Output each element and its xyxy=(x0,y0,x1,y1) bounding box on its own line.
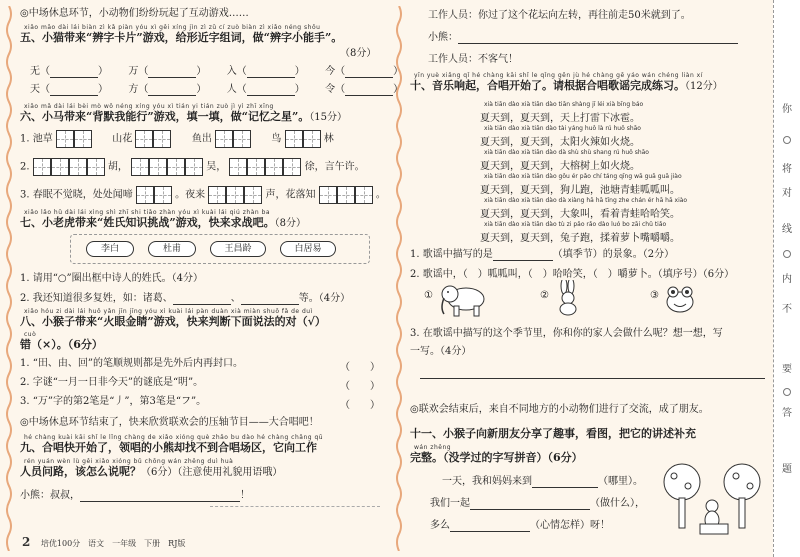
q8-heading-2 xyxy=(20,339,103,352)
footer xyxy=(22,535,185,549)
q11-text: （哪里）。 xyxy=(598,476,643,487)
elephant-picture xyxy=(436,282,490,318)
intro-text-3: ◎联欢会结束后，来自不同地方的小动物们进行了交流，成了朋友。 xyxy=(410,404,709,415)
poem-line: 夏天到，夏天到，大榕树上如火烧。 xyxy=(480,161,640,172)
q9-title-2: 人员问路，该怎么说呢？ xyxy=(20,465,141,478)
q10-item1-text: 1. 歌谣中描写的是 xyxy=(410,249,493,260)
side-char: 你 xyxy=(782,104,792,115)
q5-char: 万（ xyxy=(128,66,149,77)
tian-box[interactable] xyxy=(265,158,283,176)
q7-item2-text: 等。（4分） xyxy=(298,293,351,304)
q5-answer-blank[interactable] xyxy=(247,86,295,96)
tian-box[interactable] xyxy=(319,186,337,204)
wavy-border-left xyxy=(4,6,14,551)
binding-hole xyxy=(783,250,791,258)
q6-text: 林 xyxy=(323,133,334,145)
poem-line: 夏天到，夏天到，狗儿跑，池塘青蛙呱呱叫。 xyxy=(480,185,680,196)
q11-line-1 xyxy=(442,476,643,488)
q11-title: 十一、小猴子向新朋友分享了趣事，看图，把它的讲述补充 xyxy=(410,427,696,440)
tian-box[interactable] xyxy=(87,158,105,176)
label-1: ① xyxy=(424,290,433,301)
q5-char: 人（ xyxy=(226,84,247,95)
bear-speech-end: ！ xyxy=(240,490,250,501)
q6-row-2 xyxy=(20,158,365,176)
binding-hole xyxy=(783,136,791,144)
side-char: 要 xyxy=(782,364,792,375)
q11-text: 多么 xyxy=(430,520,450,531)
q6-text: 。 xyxy=(375,189,386,201)
q11-heading xyxy=(410,428,696,441)
q5-char: ） xyxy=(294,66,305,77)
q9-note: （注意使用礼貌用语哦） xyxy=(177,467,283,478)
q5-char: ） xyxy=(98,66,108,77)
poem-pinyin: xià tiān dào xià tiān dào dà xiàng hā hā tīng zhe chán ér hā hā xiào xyxy=(484,197,688,204)
tian-box[interactable] xyxy=(244,186,262,204)
tian-box[interactable] xyxy=(135,130,153,148)
q11-text: （心情怎样）呀！ xyxy=(530,520,610,531)
tian-box[interactable] xyxy=(153,130,171,148)
tian-box[interactable] xyxy=(33,158,51,176)
left-column xyxy=(20,6,404,551)
q5-pinyin: xiǎo māo dài lái biàn zì kǎ piàn yóu xì gěi xíng jìn zì zǔ cí zuò biàn zì xiǎo néng shǒu xyxy=(24,24,321,31)
footer-text: 培优100分 语文 一年级 下册 RJ版 xyxy=(40,539,186,548)
bear-speech: 小熊：叔叔， xyxy=(20,490,80,501)
tian-box[interactable] xyxy=(337,186,355,204)
side-char: 题 xyxy=(782,464,792,475)
side-char: 内 xyxy=(782,274,792,285)
q11-blank[interactable] xyxy=(532,478,598,488)
q8-pinyin-2: cuò xyxy=(24,331,37,338)
q6-text: 徐，言午许。 xyxy=(304,161,365,173)
q6-text: 山花 xyxy=(112,133,133,145)
right-column xyxy=(410,6,770,551)
q6-text: 2. xyxy=(20,161,30,173)
q11-title-2: 完整。（没学过的字写拼音）（6分） xyxy=(410,451,583,464)
side-char: 不 xyxy=(782,304,792,315)
side-char: 将 xyxy=(782,164,792,175)
season-blank[interactable] xyxy=(493,251,553,261)
poet-pill[interactable]: 王昌龄 xyxy=(210,241,266,257)
side-char: 答 xyxy=(782,408,792,419)
q10-item-2: 2. 歌谣中，（ ）呱呱叫，（ ）哈哈笑，（ ）嚼萝卜。（填序号）（6分） xyxy=(410,269,735,280)
q9-heading-2 xyxy=(20,466,282,479)
q8-item-1: 1. “田、由、回”的笔顺规则都是先外后内再封口。 xyxy=(20,358,243,369)
tian-box[interactable] xyxy=(136,186,154,204)
q5-char: ） xyxy=(393,66,404,77)
writing-line xyxy=(210,506,380,507)
side-char: 线 xyxy=(782,224,792,235)
q6-score: （15分） xyxy=(309,112,348,123)
q7-blank[interactable] xyxy=(241,295,299,305)
rabbit-picture xyxy=(554,280,582,316)
tian-box[interactable] xyxy=(229,158,247,176)
q5-row-1 xyxy=(30,66,403,78)
tian-box[interactable] xyxy=(154,186,172,204)
q5-score: （8分） xyxy=(340,48,377,59)
q8-title: 八、小猴子带来“火眼金睛”游戏，快来判断下面说法的对（√） xyxy=(20,315,326,328)
q6-text: 胡， xyxy=(107,161,128,173)
q6-text: 1. 池草 xyxy=(20,133,53,145)
q5-answer-blank[interactable] xyxy=(345,68,393,78)
q11-heading-2 xyxy=(410,452,583,465)
q8-title-2: 错（×）。（6分） xyxy=(20,338,103,351)
q9-score: （6分） xyxy=(141,467,178,478)
q10-title: 十、音乐响起，合唱开始了。请根据合唱歌谣完成练习。 xyxy=(410,79,685,92)
q8-item-2: 2. 字谜“一月一日非今天”的谜底是“明”。 xyxy=(20,377,204,388)
q9-title: 九、合唱快开始了，领唱的小熊却找不到合唱场区，它向工作 xyxy=(20,441,317,454)
q6-heading xyxy=(20,111,347,124)
q7-item-2 xyxy=(20,293,350,305)
q11-blank[interactable] xyxy=(470,500,590,510)
q6-title: 六、小马带来“背默我能行”游戏，填一填，做“记忆之星”。 xyxy=(20,110,310,123)
intro-text-1: ◎中场休息环节，小动物们纷纷玩起了互动游戏…… xyxy=(20,8,249,19)
tian-box[interactable] xyxy=(185,158,203,176)
q5-answer-blank[interactable] xyxy=(50,86,98,96)
q5-char: 天（ xyxy=(30,84,50,95)
q6-text: 吴， xyxy=(206,161,227,173)
q10-score: （12分） xyxy=(685,81,723,92)
q7-blank[interactable] xyxy=(173,295,231,305)
poem-line: 夏天到，夏天到，大象叫，看着青蛙哈哈笑。 xyxy=(480,209,680,220)
tian-box[interactable] xyxy=(247,158,265,176)
poem-line: 夏天到，夏天到，兔子跑，揉着萝卜嘴嚼嚼。 xyxy=(480,233,680,244)
q7-title: 七、小老虎带来“姓氏知识挑战”游戏，快来求战吧。 xyxy=(20,216,275,229)
q11-line-2 xyxy=(430,498,645,510)
q6-pinyin: xiǎo mǎ dài lái bèi mò wǒ néng xíng yóu xì tián yi tián zuò jì yì zhī xīng xyxy=(24,103,274,110)
q11-text: 一天，我和妈妈来到 xyxy=(442,476,532,487)
binding-hole xyxy=(783,388,791,396)
q5-row-2 xyxy=(30,84,403,96)
q5-char: 无（ xyxy=(30,66,50,77)
dialog-staff-1: 工作人员：你过了这个花坛向左转，再往前走50米就到了。 xyxy=(428,10,691,21)
bear-answer-blank[interactable] xyxy=(80,492,240,502)
q7-item2-text: 、 xyxy=(230,293,241,304)
q11-pinyin: wán zhěng xyxy=(414,444,452,451)
poem-pinyin: xià tiān dào xià tiān dào dà shù shù shang rú huǒ shāo xyxy=(484,149,649,156)
q7-score: （8分） xyxy=(274,218,307,229)
q7-heading xyxy=(20,217,306,230)
q5-char: ） xyxy=(294,84,305,95)
judge-bracket[interactable]: （ ） xyxy=(340,362,380,373)
q6-row-3 xyxy=(20,186,386,204)
q10-item-1 xyxy=(410,249,674,261)
q7-item-1: 1. 请用“○”圈出框中诗人的姓氏。（4分） xyxy=(20,273,204,284)
q5-char: ） xyxy=(98,84,108,95)
q7-pinyin: xiǎo lǎo hǔ dài lái xìng shì zhī shi tiǎo zhàn yóu xì kuài lái qiú zhàn ba xyxy=(24,209,271,216)
q6-text: 3. 春眠不觉晓，处处闻啼 xyxy=(20,189,133,201)
q8-item-3: 3. “万”字的第2笔是“丿”，第3笔是“フ”。 xyxy=(20,396,207,407)
poem-pinyin: xià tiān dào xià tiān dào tiān shàng jī léi xià bīng báo xyxy=(484,101,644,108)
tian-box[interactable] xyxy=(131,158,149,176)
q10-item1-text: （填季节）的景象。（2分） xyxy=(552,249,675,260)
tian-box[interactable] xyxy=(167,158,185,176)
q5-char: ） xyxy=(196,84,207,95)
q11-blank[interactable] xyxy=(450,522,530,532)
q8-pinyin: xiǎo hóu zi dài lái huǒ yǎn jīn jīng yóu xì kuài lái pàn duàn xià miàn shuō fǎ de duì xyxy=(24,308,313,315)
poet-pill[interactable]: 白居易 xyxy=(280,241,336,257)
q5-char: ） xyxy=(196,66,207,77)
tian-box[interactable] xyxy=(215,130,233,148)
q9-heading xyxy=(20,442,317,455)
q10-item-3b: 一写。（4分） xyxy=(410,346,472,357)
intro-text-2: ◎中场休息环节结束了，快来欣赏联欢会的压轴节目——大合唱吧！ xyxy=(20,417,319,428)
q6-text: 鸟 xyxy=(271,133,282,145)
q8-heading xyxy=(20,316,326,329)
q5-char: ） xyxy=(393,84,404,95)
q10-item-3: 3. 在歌谣中描写的这个季节里，你和你的家人会做什么呢？想一想，写 xyxy=(410,328,723,339)
dialog-bear-2 xyxy=(428,32,738,44)
label-2: ② xyxy=(540,290,549,301)
bear-answer-blank[interactable] xyxy=(458,34,738,44)
q11-line-3 xyxy=(430,520,610,532)
poem-line: 夏天到，夏天到，天上打雷下冰雹。 xyxy=(480,113,640,124)
q5-answer-blank[interactable] xyxy=(148,68,196,78)
q6-text: 。夜来 xyxy=(175,189,206,201)
tian-box[interactable] xyxy=(56,130,74,148)
q10-heading xyxy=(410,80,723,93)
tian-box[interactable] xyxy=(233,130,251,148)
poem-pinyin: xià tiān dào xià tiān dào gǒu ér pǎo chí táng qīng wā guā guā jiào xyxy=(484,173,682,180)
q5-answer-blank[interactable] xyxy=(50,68,98,78)
orchard-picture xyxy=(660,458,768,538)
binding-strip xyxy=(773,0,800,557)
q5-char: 方（ xyxy=(128,84,149,95)
q5-char: 今（ xyxy=(325,66,346,77)
q5-char: 入（ xyxy=(226,66,247,77)
poet-pill[interactable]: 杜甫 xyxy=(148,241,196,257)
writing-line[interactable] xyxy=(420,378,765,379)
frog-picture xyxy=(664,284,696,314)
tian-box[interactable] xyxy=(149,158,167,176)
q9-pinyin: hé chàng kuài kāi shǐ le lǐng chàng de xiǎo xióng què zhǎo bu dào hé chàng chǎng qū xyxy=(24,434,324,441)
q7-item2-text: 2. 我还知道很多复姓，如：诸葛、 xyxy=(20,293,173,304)
poem-pinyin: xià tiān dào xià tiān dào tù zi pǎo rǎo dào luó bo zāi chǔ tiǎo xyxy=(484,221,667,228)
poem-line: 夏天到，夏天到，太阳火辣如火烧。 xyxy=(480,137,640,148)
page-number: 2 xyxy=(22,535,31,549)
q5-char: 令（ xyxy=(325,84,346,95)
q5-answer-blank[interactable] xyxy=(345,86,393,96)
q9-pinyin-2: rén yuán wèn lù gěi xiǎo xióng bǔ chōng wán zhěng duì huà xyxy=(24,458,234,465)
tian-box[interactable] xyxy=(283,158,301,176)
q5-answer-blank[interactable] xyxy=(247,68,295,78)
judge-bracket[interactable]: （ ） xyxy=(340,400,380,411)
bear-label: 小熊： xyxy=(428,32,458,43)
q6-text: 声，花落知 xyxy=(265,189,316,201)
tian-box[interactable] xyxy=(226,186,244,204)
poem-pinyin: xià tiān dào xià tiān dào tài yáng huǒ là rú huǒ shāo xyxy=(484,125,641,132)
dialog-staff-2: 工作人员：不客气！ xyxy=(428,54,518,65)
q5-heading xyxy=(20,32,342,45)
q6-row-1 xyxy=(20,130,334,148)
q5-answer-blank[interactable] xyxy=(148,86,196,96)
tian-box[interactable] xyxy=(303,130,321,148)
tian-box[interactable] xyxy=(51,158,69,176)
q9-bear-line xyxy=(20,490,250,502)
side-char: 对 xyxy=(782,188,792,199)
q10-pinyin: yīn yuè xiǎng qǐ hé chàng kāi shǐ le qǐng gēn jù hé chàng gē yáo wán chéng liàn xí xyxy=(414,72,703,79)
tian-box[interactable] xyxy=(208,186,226,204)
poet-pill[interactable]: 李白 xyxy=(86,241,134,257)
judge-bracket[interactable]: （ ） xyxy=(340,381,380,392)
tian-box[interactable] xyxy=(69,158,87,176)
q5-title: 五、小猫带来“辨字卡片”游戏，给形近字组词，做“辨字小能手”。 xyxy=(20,31,343,44)
label-3: ③ xyxy=(650,290,659,301)
tian-box[interactable] xyxy=(355,186,373,204)
q11-text: 我们一起 xyxy=(430,498,470,509)
q6-text: 鱼出 xyxy=(191,133,212,145)
q11-text: （做什么）， xyxy=(590,498,645,509)
tian-box[interactable] xyxy=(74,130,92,148)
tian-box[interactable] xyxy=(285,130,303,148)
